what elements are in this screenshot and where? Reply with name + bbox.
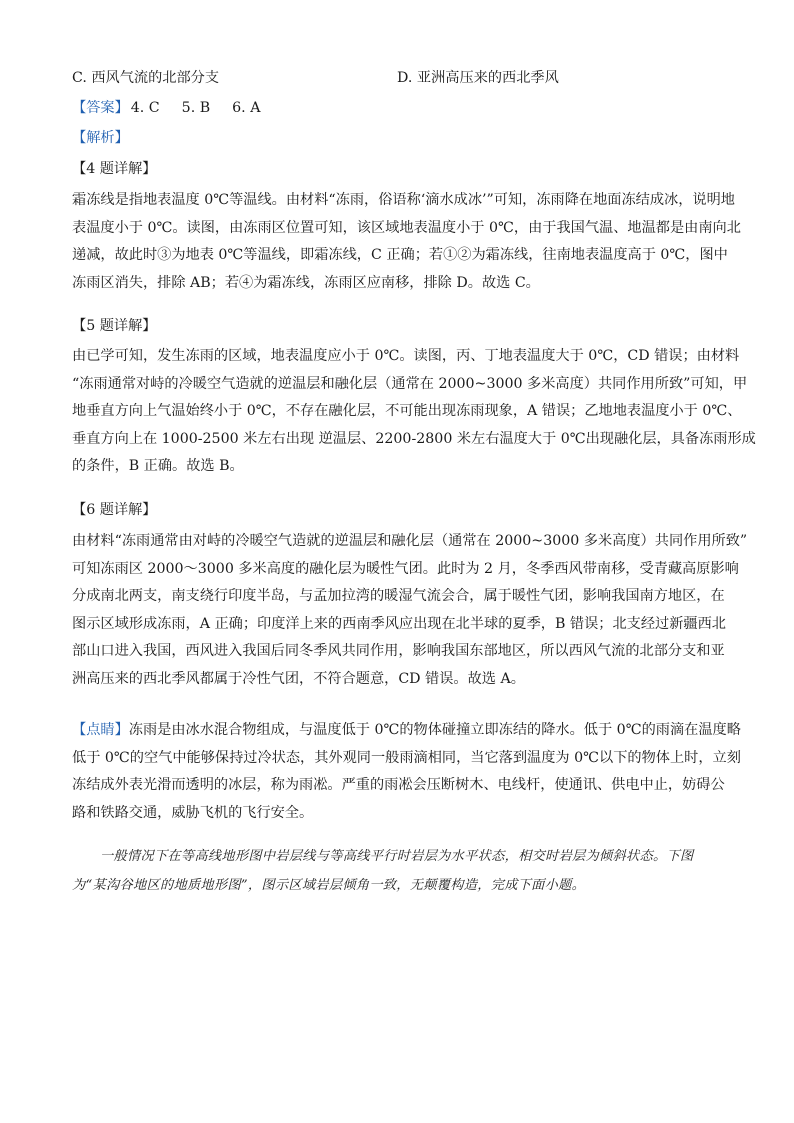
- q5-line: 地垂直方向上气温始终小于 0℃，不存在融化层，不可能出现冻雨现象，A 错误；乙地地表温度小于 0℃、: [72, 403, 742, 419]
- q6-title: 【6 题详解】: [72, 502, 157, 518]
- q4-title: 【4 题详解】: [72, 161, 157, 177]
- answer-label: 【答案】: [72, 100, 129, 116]
- dianjing-line: 低于 0℃的空气中能够保持过冷状态，其外观同一般雨滴相同，当它落到温度为 0℃以下的物体上时，立刻: [72, 749, 741, 766]
- q4-line: 冻雨区消失，排除 AB；若④为霜冻线，冻雨区应南移，排除 D。故选 C。: [72, 274, 540, 291]
- q6-line: 由材料“冻雨通常由对峙的冷暖空气造就的逆温层和融化层（通常在 2000~3000 多米高度）共同作用所致”: [72, 533, 748, 549]
- intro-paragraph: [72, 842, 693, 900]
- dianjing-label: 【点睛】: [72, 722, 129, 738]
- dianjing-line: 冻结成外表光滑而透明的冰层，称为雨凇。严重的雨凇会压断树木、电线杆，使通讯、供电中止，妨碍公: [72, 777, 725, 793]
- option-c: C. 西风气流的北部分支: [72, 70, 220, 86]
- q5-line: 垂直方向上在 1000-2500 米左右出现 逆温层、2200-2800 米左右温度大于 0℃出现融化层，具备冻雨形成: [72, 430, 756, 447]
- q5-line: 由已学可知，发生冻雨的区域，地表温度应小于 0℃。读图，丙、丁地表温度大于 0℃，CD 错误；由材料: [72, 348, 740, 364]
- q6-line: 可知冻雨区 2000～3000 多米高度的融化层为暖性气团。此时为 2 月，冬季西风带南移，受青藏高原影响: [72, 560, 739, 577]
- answer-5: 5. B: [181, 100, 211, 116]
- answer-6: 6. A: [232, 100, 261, 116]
- dianjing-line: 路和铁路交通，威胁飞机的飞行安全。: [72, 804, 314, 821]
- q6-line: 分成南北两支，南支绕行印度半岛，与孟加拉湾的暖湿气流会合，属于暖性气团，影响我国南方地区，在: [72, 588, 725, 604]
- q6-line: 部山口进入我国，西风进入我国后同冬季风共同作用，影响我国东部地区，所以西风气流的北部分支和亚: [72, 643, 725, 659]
- dianjing-block: [72, 717, 741, 827]
- intro-line: 一般情况下在等高线地形图中岩层线与等高线平行时岩层为水平状态，相交时岩层为倾斜状态。下图: [100, 849, 694, 864]
- q6-line: 洲高压来的西北季风都属于冷性气团，不符合题意，CD 错误。故选 A。: [72, 670, 525, 687]
- dianjing-text: 冻雨是由冰水混合物组成，与温度低于 0℃的物体碰撞立即冻结的降水。低于 0℃的雨滴在温度略: [128, 722, 741, 738]
- q5-title: 【5 题详解】: [72, 318, 157, 334]
- answer-row: [72, 98, 260, 118]
- q4-line: 霜冻线是指地表温度 0℃等温线。由材料“冻雨，俗语称‘滴水成冰’”可知，冻雨降在地面冻结成冰，说明地: [72, 192, 735, 208]
- answer-4: 4. C: [130, 100, 160, 116]
- q5-line: “冻雨通常对峙的冷暖空气造就的逆温层和融化层（通常在 2000~3000 多米高度）共同作用所致”可知，甲: [72, 375, 748, 392]
- q5-line: 的条件，B 正确。故选 B。: [72, 458, 244, 474]
- option-d: D. 亚洲高压来的西北季风: [397, 70, 559, 86]
- q6-line: 图示区域形成冻雨，A 正确；印度洋上来的西南季风应出现在北半球的夏季，B 错误；北支经过新疆西北: [72, 615, 726, 632]
- q4-line: 表温度小于 0℃。读图，由冻雨区位置可知，该区域地表温度小于 0℃，由于我国气温、地温都是由南向北: [72, 219, 741, 236]
- q5-body: [72, 343, 756, 481]
- q4-body: [72, 187, 741, 297]
- q4-line: 递减，故此时③为地表 0℃等温线，即霜冻线，C 正确；若①②为霜冻线，往南地表温度高于 0℃，图中: [72, 247, 728, 263]
- q6-body: [72, 528, 748, 693]
- analysis-label: 【解析】: [72, 130, 129, 146]
- dianjing-line: [72, 717, 741, 745]
- intro-line: 为“某沟谷地区的地质地形图”，图示区域岩层倾角一致，无颠覆构造，完成下面小题。: [72, 878, 586, 893]
